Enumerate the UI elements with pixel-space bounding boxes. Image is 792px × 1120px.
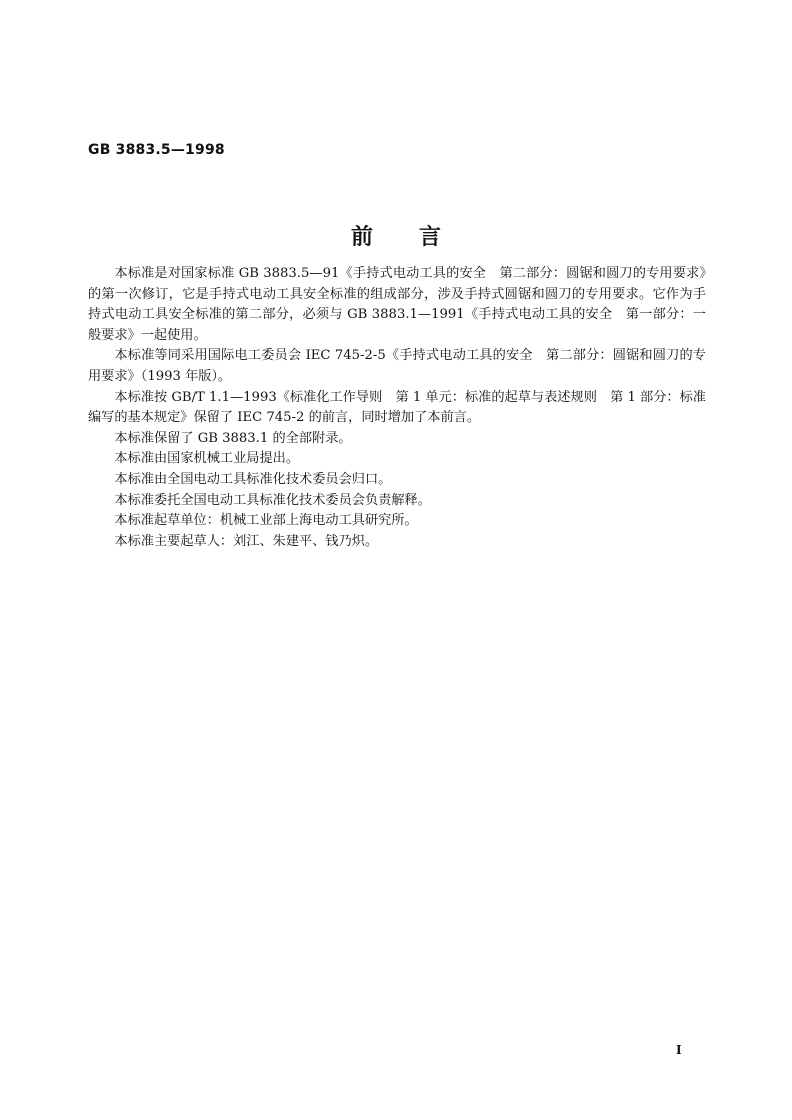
paragraph-drafting-rules: 本标准按 GB/T 1.1—1993《标准化工作导则 第 1 单元：标准的起草与表述规则 第 1 部分：标准编写的基本规定》保留了 IEC 745-2 的前言，同时增加了本前言。	[88, 389, 706, 426]
standard-number: GB 3883.5—1998	[88, 142, 225, 158]
paragraph-administrator: 本标准由全国电动工具标准化技术委员会归口。	[114, 471, 392, 487]
paragraph-appendix: 本标准保留了 GB 3883.1 的全部附录。	[114, 430, 352, 446]
paragraph-proposer: 本标准由国家机械工业局提出。	[114, 451, 300, 467]
paragraph-revision: 本标准是对国家标准 GB 3883.5—91《手持式电动工具的安全 第二部分：圆锯和圆刀的专用要求》的第一次修订，它是手持式电动工具安全标准的组成部分，涉及手持式圆锯和圆刀的专用要求。它作为手持式电动工具安全标准的第二部分，必须与 GB 3883.1—1991《手持式电动工具的安全 第一部分：一般要求》一起使用。	[88, 266, 706, 343]
page-title: 前言	[350, 225, 487, 250]
paragraph-interpretation: 本标准委托全国电动工具标准化技术委员会负责解释。	[114, 492, 431, 508]
page-number: Ⅰ	[676, 1043, 682, 1057]
foreword-body	[88, 264, 706, 552]
paragraph-drafters: 本标准主要起草人：刘江、朱建平、钱乃炽。	[114, 533, 379, 549]
paragraph-drafting-unit: 本标准起草单位：机械工业部上海电动工具研究所。	[114, 513, 418, 529]
paragraph-adoption: 本标准等同采用国际电工委员会 IEC 745-2-5《手持式电动工具的安全 第二部分：圆锯和圆刀的专用要求》（1993 年版）。	[88, 348, 706, 384]
